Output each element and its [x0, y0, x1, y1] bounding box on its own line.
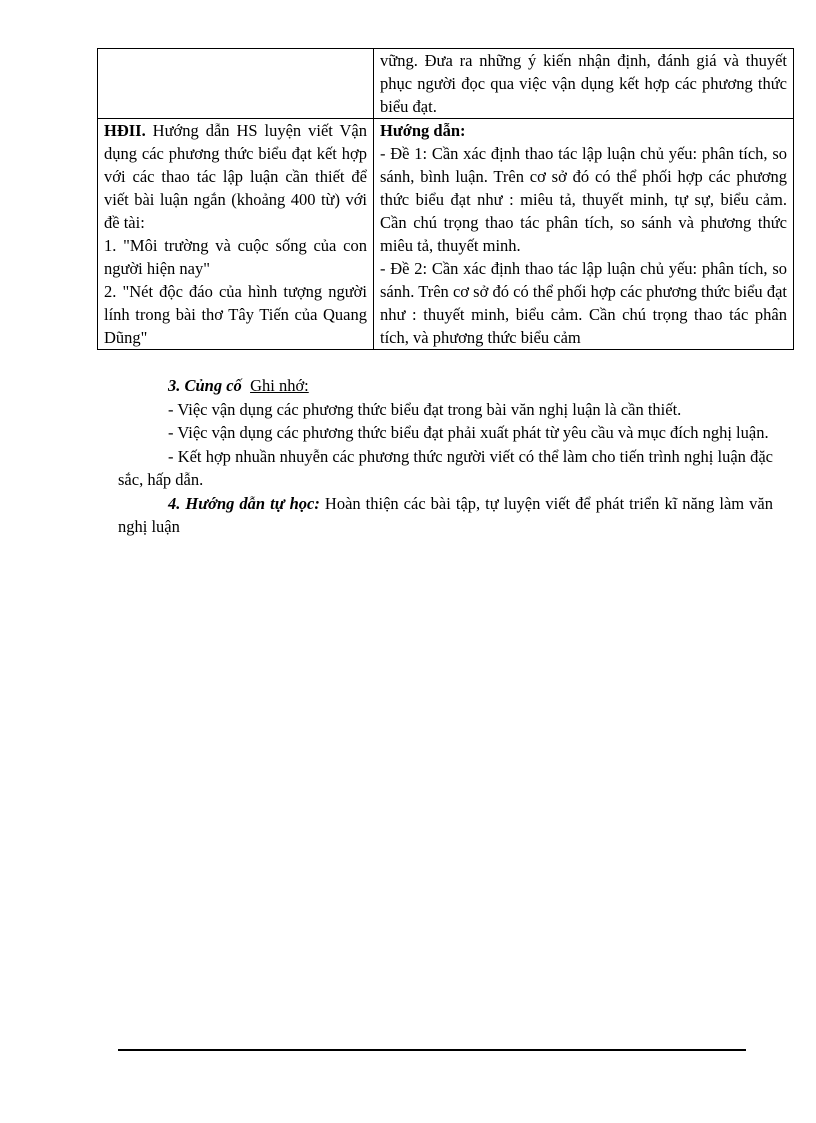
table-cell-right-2: [374, 119, 794, 350]
guide-topic-1: - Đề 1: Cần xác định thao tác lập luận chủ yếu: phân tích, so sánh, bình luận. Trên cơ sở đó có thể phối hợp các phương thức biểu đạt như : miêu tả, thuyết minh, tự sự, biểu cảm. Cần chú trọng thao tác phân tích, so sánh và phương thức miêu tả, thuyết minh.: [380, 144, 787, 255]
footer-divider: [118, 1049, 746, 1051]
topic-1: 1. "Môi trường và cuộc sống của con người hiện nay": [104, 236, 367, 278]
consolidation-heading: 3. Củng cố: [168, 376, 242, 395]
self-study-text: Hoàn thiện các bài tập, tự luyện viết để phát triển kĩ năng làm văn nghị luận: [118, 493, 773, 536]
memo-point-1: - Việc vận dụng các phương thức biểu đạt trong bài văn nghị luận là cần thiết.: [168, 399, 682, 419]
activity-text: Hướng dẫn HS luyện viết Vận dụng các phương thức biểu đạt kết hợp với các thao tác lập luận cần thiết để viết bài luận ngắn (khoảng 400 từ) với đề tài:: [104, 121, 367, 232]
consolidation-heading-line: [118, 374, 773, 398]
memo-heading: Ghi nhớ:: [250, 376, 309, 395]
table-cell-right-1: [374, 49, 794, 119]
continuation-text: vững. Đưa ra những ý kiến nhận định, đánh giá và thuyết phục người đọc qua việc vận dụng kết hợp các phương thức biểu đạt.: [380, 51, 787, 116]
table-row: [98, 119, 794, 350]
guide-topic-2: - Đề 2: Cần xác định thao tác lập luận chủ yếu: phân tích, so sánh. Trên cơ sở đó có thể phối hợp các phương thức biểu đạt như : thuyết minh, biểu cảm. Cần chú trọng thao tác phân tích, và phương thức biểu cảm: [380, 259, 787, 347]
table-cell-left-1: [98, 49, 374, 119]
activity-label: HĐII.: [104, 121, 146, 140]
self-study-paragraph: [118, 492, 773, 539]
table-cell-left-2: [98, 119, 374, 350]
lesson-table: [97, 48, 794, 350]
table-row: [98, 49, 794, 119]
activity-description: [104, 119, 367, 234]
memo-point-2: - Việc vận dụng các phương thức biểu đạt phải xuất phát từ yêu cầu và mục đích nghị luận.: [168, 423, 769, 442]
guide-heading: Hướng dẫn:: [380, 121, 466, 140]
topic-2: 2. "Nét độc đáo của hình tượng người lính trong bài thơ Tây Tiến của Quang Dũng": [104, 282, 367, 347]
memo-point-3: - Kết hợp nhuần nhuyễn các phương thức người viết có thể làm cho tiến trình nghị luận đặc sắc, hấp dẫn.: [118, 446, 773, 489]
self-study-heading: 4. Hướng dẫn tự học:: [168, 493, 320, 513]
consolidation-section: [118, 374, 773, 539]
